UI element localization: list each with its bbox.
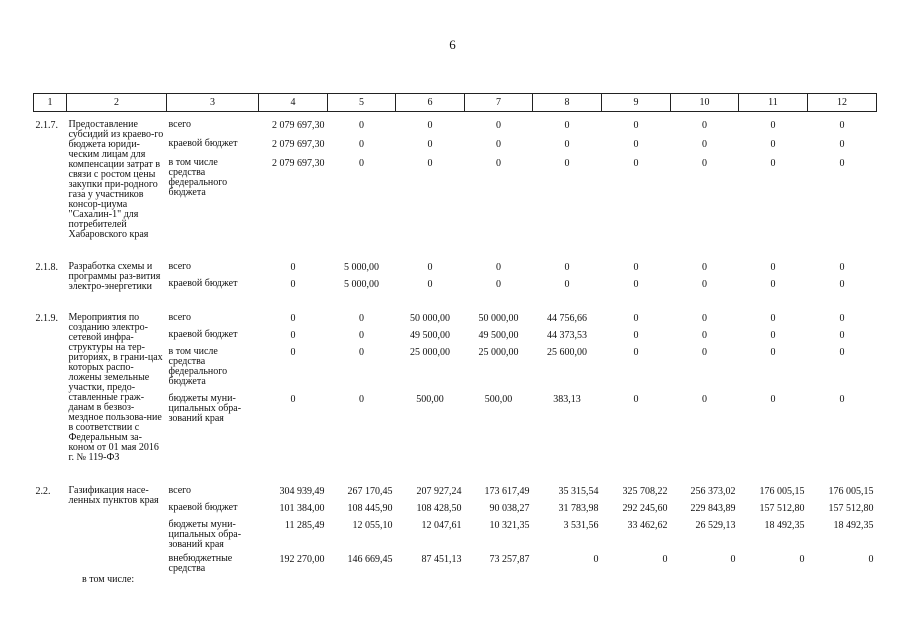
value-cell: 35 315,54 bbox=[558, 486, 599, 497]
value-cell: 500,00 bbox=[416, 394, 444, 405]
value-cell: 44 373,53 bbox=[547, 330, 587, 341]
value-cell: 10 321,35 bbox=[489, 520, 530, 531]
funding-source: в том числе средства федерального бюджета bbox=[168, 157, 228, 198]
value-cell: 12 047,61 bbox=[421, 520, 462, 531]
section-gap bbox=[34, 478, 877, 486]
header-cell-3: 3 bbox=[167, 94, 259, 112]
row-name: Газификация насе-ленных пунктов края bbox=[68, 485, 159, 506]
table-row bbox=[34, 120, 877, 139]
header-cell-7: 7 bbox=[465, 94, 533, 112]
value-cell: 108 445,90 bbox=[347, 503, 393, 514]
value-cell: 25 600,00 bbox=[547, 347, 587, 358]
value-cell: 0 bbox=[702, 313, 707, 324]
value-cell: 0 bbox=[702, 394, 707, 405]
value-cell: 0 bbox=[702, 139, 707, 150]
value-cell: 0 bbox=[359, 313, 364, 324]
gap-cell bbox=[34, 305, 877, 313]
value-cell: 0 bbox=[290, 394, 296, 405]
value-cell: 12 055,10 bbox=[352, 520, 393, 531]
value-cell: 5 000,00 bbox=[344, 279, 379, 290]
row-name: Мероприятия по созданию электро-сетевой инфра-структуры на тер-риториях, в грани-цах которых распо-ложены земельные участки, предо-ставленные граж-данам в безвоз-мездное пользова-ние в соответствии с Федеральным за-коном от 01 мая 2016 г. № 119-ФЗ bbox=[68, 312, 163, 463]
value-cell: 0 bbox=[730, 554, 736, 565]
table-row bbox=[34, 262, 877, 279]
value-cell: 0 bbox=[633, 330, 639, 341]
value-cell: 0 bbox=[770, 330, 776, 341]
value-cell: 0 bbox=[496, 139, 501, 150]
value-cell: 192 270,00 bbox=[279, 554, 325, 565]
value-cell: 0 bbox=[770, 262, 776, 273]
value-cell: 0 bbox=[633, 262, 639, 273]
value-cell: 49 500,00 bbox=[478, 330, 519, 341]
value-cell: 0 bbox=[359, 330, 364, 341]
gap-cell bbox=[34, 112, 877, 121]
value-cell: 2 079 697,30 bbox=[272, 120, 325, 131]
section-gap bbox=[34, 112, 877, 121]
value-cell: 0 bbox=[839, 279, 845, 290]
funding-source: бюджеты муни-ципальных обра-зований края bbox=[168, 393, 242, 424]
value-cell: 33 462,62 bbox=[627, 520, 668, 531]
value-cell: 0 bbox=[839, 262, 845, 273]
value-cell: 3 531,56 bbox=[563, 520, 599, 531]
value-cell: 0 bbox=[702, 158, 707, 169]
value-cell: 0 bbox=[427, 139, 433, 150]
value-cell: 0 bbox=[770, 158, 776, 169]
funding-source: краевой бюджет bbox=[168, 278, 238, 289]
value-cell: 176 005,15 bbox=[828, 486, 874, 497]
header-cell-5: 5 bbox=[328, 94, 396, 112]
gap-cell bbox=[34, 254, 877, 262]
value-cell: 0 bbox=[427, 158, 433, 169]
value-cell: 173 617,49 bbox=[484, 486, 530, 497]
value-cell: 157 512,80 bbox=[759, 503, 805, 514]
value-cell: 0 bbox=[770, 394, 776, 405]
value-cell: 73 257,87 bbox=[489, 554, 530, 565]
value-cell: 26 529,13 bbox=[695, 520, 736, 531]
value-cell: 0 bbox=[496, 158, 501, 169]
value-cell: 256 373,02 bbox=[690, 486, 736, 497]
value-cell: 0 bbox=[359, 120, 364, 131]
value-cell: 0 bbox=[839, 139, 845, 150]
value-cell: 0 bbox=[359, 347, 364, 358]
value-cell: 49 500,00 bbox=[410, 330, 450, 341]
value-cell: 18 492,35 bbox=[764, 520, 805, 531]
header-cell-9: 9 bbox=[602, 94, 671, 112]
value-cell: 0 bbox=[770, 313, 776, 324]
value-cell: 0 bbox=[702, 330, 707, 341]
table-row bbox=[34, 486, 877, 503]
value-cell: 44 756,66 bbox=[547, 313, 587, 324]
value-cell: 0 bbox=[839, 347, 845, 358]
value-cell: 0 bbox=[496, 279, 501, 290]
value-cell: 0 bbox=[427, 262, 433, 273]
funding-source: краевой бюджет bbox=[168, 329, 238, 340]
funding-source: бюджеты муни-ципальных обра-зований края bbox=[168, 519, 242, 550]
value-cell: 0 bbox=[770, 347, 776, 358]
value-cell: 176 005,15 bbox=[759, 486, 805, 497]
value-cell: 0 bbox=[564, 279, 570, 290]
value-cell: 0 bbox=[770, 279, 776, 290]
header-cell-8: 8 bbox=[533, 94, 602, 112]
value-cell: 87 451,13 bbox=[421, 554, 462, 565]
value-cell: 0 bbox=[564, 139, 570, 150]
header-cell-10: 10 bbox=[671, 94, 739, 112]
value-cell: 0 bbox=[633, 158, 639, 169]
value-cell: 0 bbox=[633, 279, 639, 290]
value-cell: 0 bbox=[839, 313, 845, 324]
header-row bbox=[34, 94, 877, 112]
value-cell: 500,00 bbox=[484, 394, 513, 405]
value-cell: 0 bbox=[702, 120, 707, 131]
value-cell: 90 038,27 bbox=[489, 503, 530, 514]
row-code: 2.1.8. bbox=[35, 262, 58, 273]
value-cell: 0 bbox=[290, 279, 296, 290]
value-cell: 0 bbox=[839, 330, 845, 341]
gap-cell bbox=[34, 478, 877, 486]
header-cell-11: 11 bbox=[739, 94, 808, 112]
table-row bbox=[34, 313, 877, 330]
value-cell: 0 bbox=[633, 347, 639, 358]
value-cell: 0 bbox=[290, 347, 296, 358]
funding-source: всего bbox=[168, 485, 192, 496]
value-cell: 0 bbox=[662, 554, 668, 565]
value-cell: 325 708,22 bbox=[622, 486, 668, 497]
value-cell: 2 079 697,30 bbox=[272, 139, 325, 150]
value-cell: 383,13 bbox=[553, 394, 581, 405]
row-code: 2.2. bbox=[35, 486, 51, 497]
value-cell: 207 927,24 bbox=[416, 486, 462, 497]
funding-source: внебюджетные средства bbox=[168, 553, 233, 574]
header-cell-12: 12 bbox=[808, 94, 877, 112]
row-name: Предоставление субсидий из краево-го бюджета юриди-ческим лицам для компенсации затрат в связи с ростом цены закупки при-родного газа у участников консор-циума "Сахалин-1" для потребителей Хабаровского края bbox=[68, 119, 164, 240]
funding-source: в том числе средства федерального бюджета bbox=[168, 346, 228, 387]
value-cell: 50 000,00 bbox=[410, 313, 450, 324]
value-cell: 304 939,49 bbox=[279, 486, 325, 497]
value-cell: 101 384,00 bbox=[279, 503, 325, 514]
value-cell: 0 bbox=[564, 262, 570, 273]
value-cell: 25 000,00 bbox=[410, 347, 450, 358]
value-cell: 108 428,50 bbox=[416, 503, 462, 514]
table-body bbox=[34, 112, 877, 585]
header-cell-6: 6 bbox=[396, 94, 465, 112]
value-cell: 0 bbox=[799, 554, 805, 565]
row-name: Разработка схемы и программы раз-вития электро-энергетики bbox=[68, 261, 161, 292]
value-cell: 267 170,45 bbox=[347, 486, 393, 497]
value-cell: 2 079 697,30 bbox=[272, 158, 325, 169]
value-cell: 0 bbox=[496, 120, 501, 131]
value-cell: 0 bbox=[593, 554, 599, 565]
value-cell: 292 245,60 bbox=[622, 503, 668, 514]
value-cell: 0 bbox=[633, 394, 639, 405]
value-cell: 0 bbox=[633, 139, 639, 150]
value-cell: 0 bbox=[633, 313, 639, 324]
value-cell: 11 285,49 bbox=[284, 520, 325, 531]
value-cell: 0 bbox=[633, 120, 639, 131]
value-cell: 146 669,45 bbox=[347, 554, 393, 565]
header-cell-2: 2 bbox=[67, 94, 167, 112]
value-cell: 0 bbox=[290, 262, 296, 273]
value-cell: 0 bbox=[496, 262, 501, 273]
value-cell: 0 bbox=[702, 262, 707, 273]
value-cell: 0 bbox=[839, 158, 845, 169]
section-gap bbox=[34, 254, 877, 262]
funding-source: краевой бюджет bbox=[168, 502, 238, 513]
footer-note: в том числе: bbox=[82, 574, 135, 585]
value-cell: 0 bbox=[564, 120, 570, 131]
header-cell-4: 4 bbox=[259, 94, 328, 112]
value-cell: 50 000,00 bbox=[478, 313, 519, 324]
row-code: 2.1.7. bbox=[35, 120, 58, 131]
row-code: 2.1.9. bbox=[35, 313, 58, 324]
value-cell: 0 bbox=[290, 313, 296, 324]
value-cell: 0 bbox=[359, 158, 364, 169]
funding-source: всего bbox=[168, 261, 192, 272]
value-cell: 0 bbox=[359, 139, 364, 150]
value-cell: 0 bbox=[290, 330, 296, 341]
value-cell: 31 783,98 bbox=[558, 503, 599, 514]
funding-source: всего bbox=[168, 119, 192, 130]
value-cell: 0 bbox=[427, 279, 433, 290]
funding-source: всего bbox=[168, 312, 192, 323]
value-cell: 5 000,00 bbox=[344, 262, 379, 273]
value-cell: 18 492,35 bbox=[833, 520, 874, 531]
value-cell: 0 bbox=[770, 120, 776, 131]
value-cell: 0 bbox=[839, 120, 845, 131]
value-cell: 0 bbox=[564, 158, 570, 169]
value-cell: 0 bbox=[427, 120, 433, 131]
value-cell: 0 bbox=[868, 554, 874, 565]
value-cell: 0 bbox=[839, 394, 845, 405]
value-cell: 0 bbox=[359, 394, 364, 405]
page-number: 6 bbox=[449, 37, 456, 52]
value-cell: 229 843,89 bbox=[690, 503, 736, 514]
value-cell: 0 bbox=[702, 347, 707, 358]
budget-table bbox=[33, 93, 877, 584]
value-cell: 157 512,80 bbox=[828, 503, 874, 514]
value-cell: 25 000,00 bbox=[478, 347, 519, 358]
value-cell: 0 bbox=[702, 279, 707, 290]
funding-source: краевой бюджет bbox=[168, 138, 238, 149]
section-gap bbox=[34, 305, 877, 313]
value-cell: 0 bbox=[770, 139, 776, 150]
header-cell-1: 1 bbox=[34, 94, 67, 112]
